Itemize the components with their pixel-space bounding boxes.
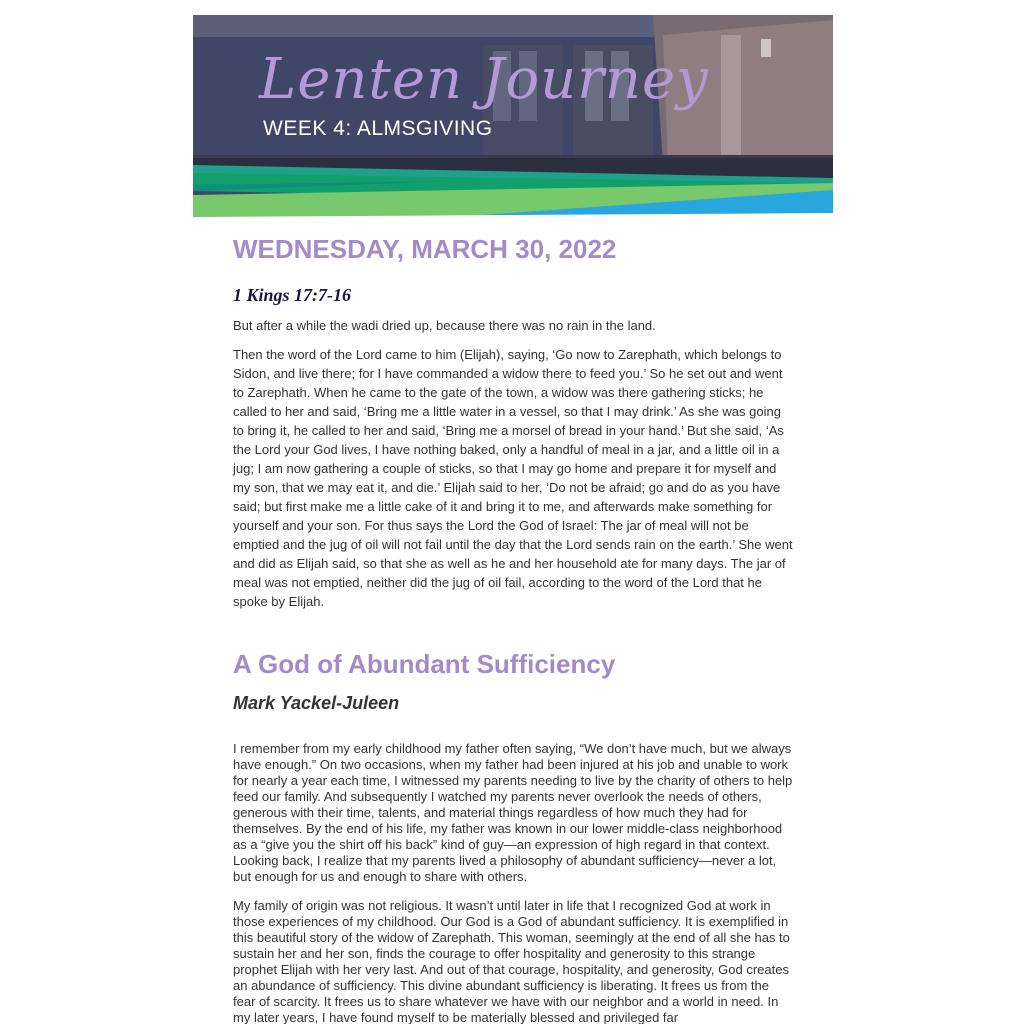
header-banner <box>193 15 833 217</box>
devotional-content <box>233 230 793 1024</box>
author-name: Mark Yackel-Juleen <box>233 693 400 713</box>
date-heading: WEDNESDAY, MARCH 30, 2022 <box>233 234 617 264</box>
reflection-paragraph: I remember from my early childhood my father often saying, “We don’t have much, but we always have enough.” On two occasions, when my father had been injured at his job and unable to work for nearly a year each time, I witnessed my parents needing to live by the charity of others to help feed our family. And subsequently I watched my parents never overlook the needs of others, generous with their time, talents, and material things regardless of how much they had for themselves. By the end of his life, my father was known in our lower middle-class neighborhood as a “give you the shirt off his back” kind of guy—an expression of high regard in that context. Looking back, I realize that my parents lived a philosophy of abundant sufficiency—never a lot, but enough for us and enough to share with others. <box>233 741 793 884</box>
scripture-paragraph: Then the word of the Lord came to him (Elijah), saying, ‘Go now to Zarephath, which belongs to Sidon, and live there; for I have commanded a widow there to feed you.’ So he set out and went to Zarephath. When he came to the gate of the town, a widow was there gathering sticks; he called to her and said, ‘Bring me a little water in a vessel, so that I may drink.’ As she was going to bring it, he called to her and said, ‘Bring me a morsel of bread in your hand.’ But she said, ‘As the Lord your God lives, I have nothing baked, only a handful of meal in a jar, and a little oil in a jug; I am now gathering a couple of sticks, so that I may go home and prepare it for myself and my son, that we may eat it, and die.’ Elijah said to her, ‘Do not be afraid; go and do as you have said; but first make me a little cake of it and bring it to me, and afterwards make something for yourself and your son. For thus says the Lord the God of Israel: The jar of meal will not be emptied and the jug of oil will not fail until the day that the Lord sends rain on the earth.’ She went and did as Elijah said, so that she as well as he and her household ate for many days. The jar of meal was not emptied, neither did the jug of oil fail, according to the word of the Lord that he spoke by Elijah. <box>233 347 793 609</box>
banner-script-title: Lenten Journey <box>259 47 709 112</box>
reflection-title: A God of Abundant Sufficiency <box>233 649 616 679</box>
banner-subtitle: WEEK 4: ALMSGIVING <box>263 117 493 140</box>
scripture-reference: 1 Kings 17:7-16 <box>233 285 352 305</box>
reflection-paragraph: My family of origin was not religious. It wasn’t until later in life that I recognized God at work in those experiences of my childhood. Our God is a God of abundant sufficiency. It is exemplified in this beautiful story of the widow of Zarephath. This woman, seemingly at the end of all she has to sustain her and her son, finds the courage to offer hospitality and generosity to this strange prophet Elijah with her very last. And out of that courage, hospitality, and generosity, God creates an abundance of sufficiency. This divine abundant sufficiency is liberating. It frees us from the fear of scarcity. It frees us to share whatever we have with our neighbor and a world in need. In my later years, I have found myself to be materially blessed and privileged far <box>233 898 790 1024</box>
scripture-paragraph: But after a while the wadi dried up, because there was no rain in the land. <box>233 318 656 333</box>
banner-graphic <box>193 15 833 217</box>
